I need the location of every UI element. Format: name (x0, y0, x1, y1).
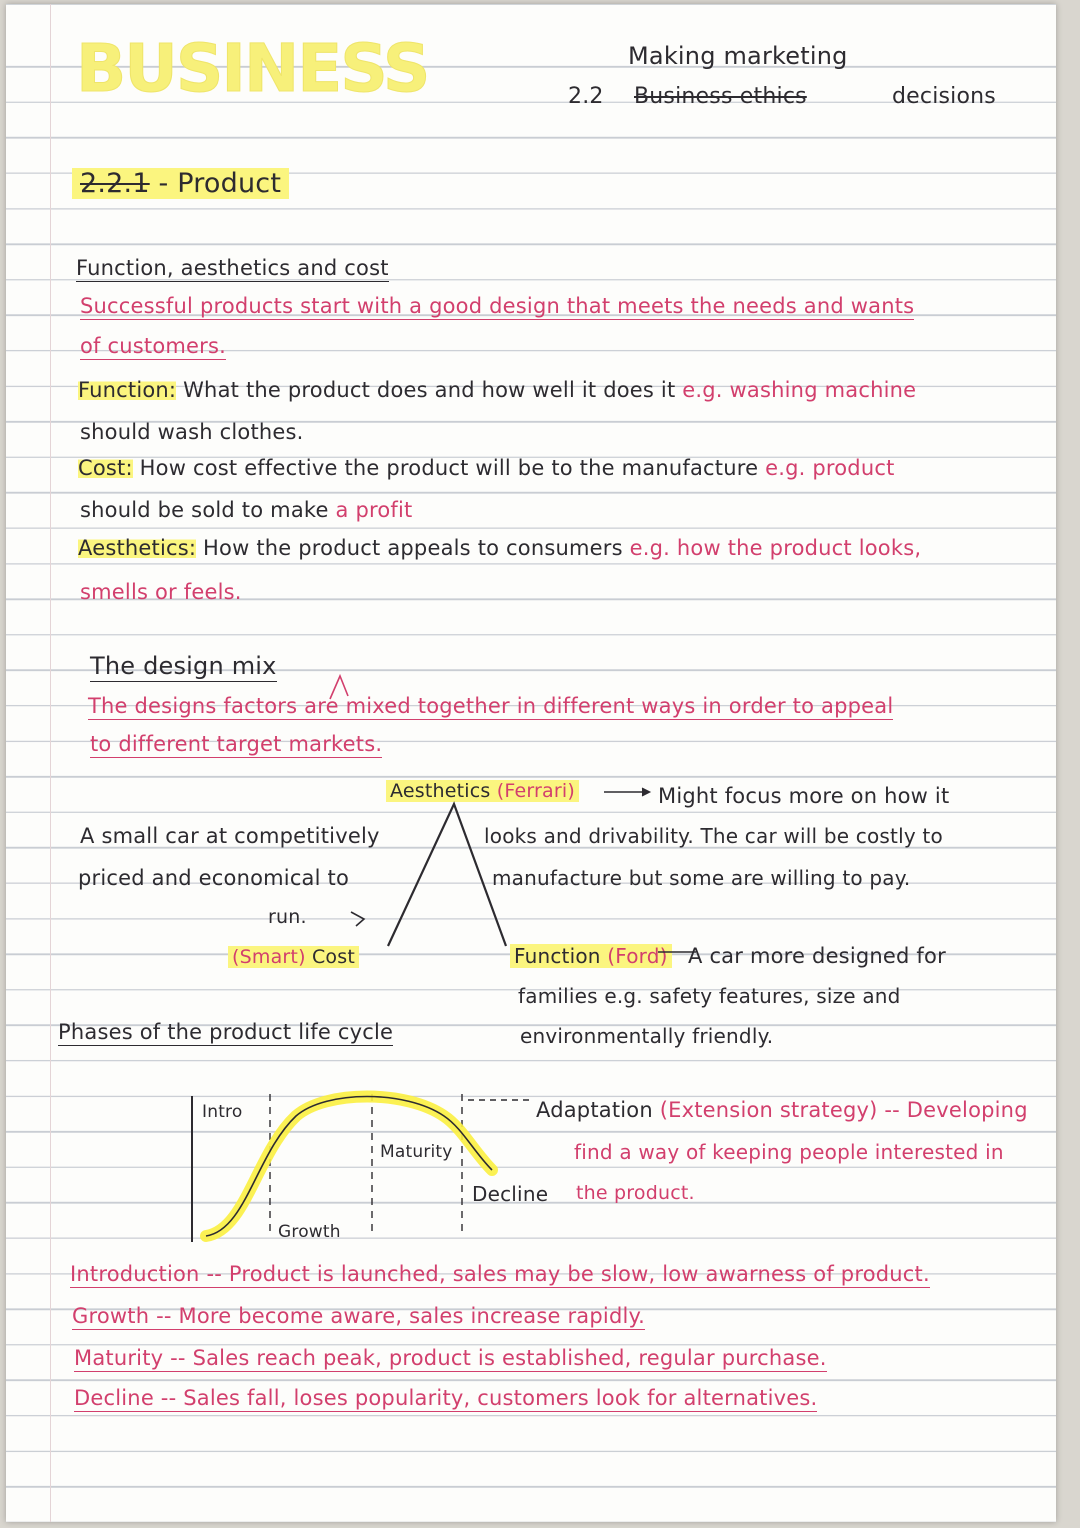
design-mix-line-2: to different target markets. (90, 732, 383, 756)
subheading-life-cycle: Phases of the product life cycle (58, 1020, 394, 1044)
design-mix-triangle (330, 676, 696, 952)
function-note-1: A car more designed for (688, 944, 946, 968)
function-definition: Function: What the product does and how well it does it e.g. washing machine (78, 378, 917, 402)
function-definition-cont: should wash clothes. (80, 420, 304, 444)
function-note-3: environmentally friendly. (520, 1024, 774, 1048)
section-heading: 2.2.1 - Product (72, 168, 289, 199)
adaptation-note-2: find a way of keeping people interested in (574, 1140, 1004, 1164)
stage-growth: Growth -- More become aware, sales increase rapidly. (72, 1304, 646, 1328)
stage-maturity: Maturity -- Sales reach peak, product is established, regular purchase. (74, 1346, 827, 1370)
topic-title-cont: decisions (892, 84, 996, 109)
aesthetics-note-1: Might focus more on how it (658, 784, 950, 808)
function-note-2: families e.g. safety features, size and (518, 984, 901, 1008)
label-growth: Growth (278, 1222, 341, 1242)
topic-title: Making marketing (628, 42, 848, 70)
intro-line-1: Successful products start with a good design that meets the needs and wants (80, 294, 915, 318)
aesthetics-definition: Aesthetics: How the product appeals to consumers e.g. how the product looks, (78, 536, 922, 560)
aesthetics-note-3: manufacture but some are willing to pay. (492, 866, 911, 890)
label-decline: Decline (472, 1182, 549, 1206)
design-mix-line-1: The designs factors are mixed together in different ways in order to appeal (88, 694, 894, 718)
adaptation-note-3: the product. (576, 1182, 695, 1204)
adaptation-note-1: Adaptation (Extension strategy) -- Developing (536, 1098, 1028, 1122)
cost-definition-cont: should be sold to make a profit (80, 498, 413, 522)
aesthetics-note-2: looks and drivability. The car will be costly to (484, 824, 943, 848)
cost-note-2: priced and economical to (78, 866, 350, 890)
cost-note-3: run. (268, 906, 307, 928)
stage-decline: Decline -- Sales fall, loses popularity, customers look for alternatives. (74, 1386, 818, 1410)
triangle-label-aesthetics: Aesthetics (Ferrari) (386, 780, 579, 802)
cost-definition: Cost: How cost effective the product will be to the manufacture e.g. product (78, 456, 895, 480)
subheading-function-aesthetics-cost: Function, aesthetics and cost (76, 256, 389, 280)
intro-line-2: of customers. (80, 334, 227, 358)
label-maturity: Maturity (380, 1142, 453, 1162)
subheading-design-mix: The design mix (90, 652, 277, 680)
aesthetics-definition-cont: smells or feels. (80, 580, 242, 604)
page-title: BUSINESS (76, 30, 429, 107)
notebook-page (6, 4, 1056, 1522)
stage-introduction: Introduction -- Product is launched, sales may be slow, low awarness of product. (70, 1262, 930, 1286)
cost-note-1: A small car at competitively (80, 824, 380, 848)
label-intro: Intro (202, 1102, 243, 1122)
life-cycle-chart (192, 1094, 534, 1242)
triangle-label-function: Function (Ford) (510, 944, 672, 968)
crossed-out-topic: Business ethics (634, 84, 807, 109)
section-number: 2.2 (568, 84, 604, 109)
diagrams-layer (6, 4, 1056, 1522)
triangle-label-cost: (Smart) Cost (228, 946, 359, 968)
